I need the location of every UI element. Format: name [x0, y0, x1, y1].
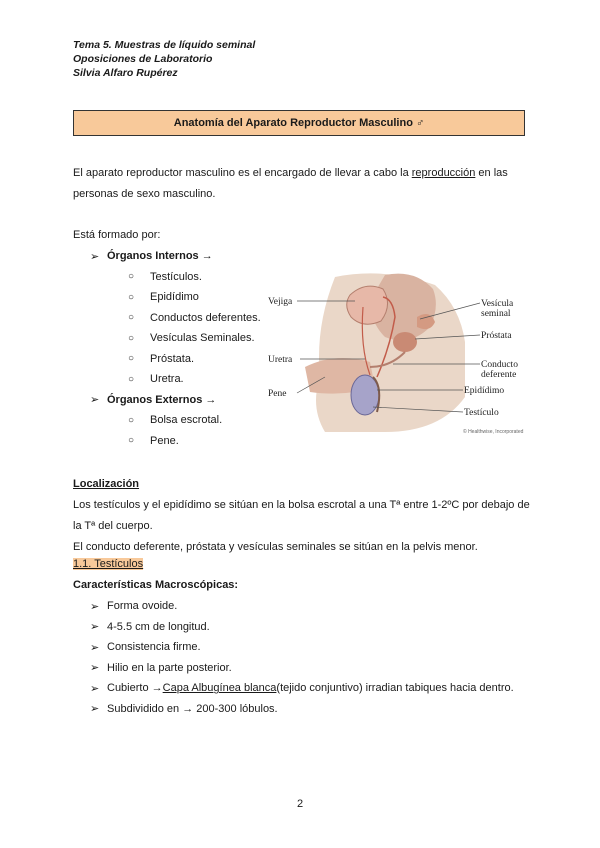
macroscopic-list	[90, 596, 514, 719]
label-conducto	[481, 360, 520, 380]
circle-bullet-icon: ○	[128, 373, 135, 385]
arrow-bullet-icon: ➢	[90, 600, 100, 613]
arrow-bullet-icon: ➢	[90, 703, 100, 716]
list-item	[90, 596, 514, 617]
header-course: Oposiciones de Laboratorio	[73, 53, 213, 65]
list-item	[90, 287, 261, 308]
label-vesicula-line1: Vesícula	[481, 299, 514, 309]
label-testiculo: Testículo	[464, 408, 499, 418]
intro-text: El aparato reproductor masculino es el encargado de llevar a cabo la	[73, 167, 412, 179]
header-author: Silvia Alfaro Rupérez	[73, 67, 178, 79]
list-item-text: Consistencia firme.	[107, 641, 201, 654]
testicle-shape	[351, 375, 379, 415]
capa-albuginea-link[interactable]: Capa Albugínea blanca	[162, 682, 277, 695]
list-item	[90, 328, 261, 349]
prostate-shape	[393, 332, 417, 352]
localizacion-section	[73, 474, 533, 558]
label-vesicula	[481, 299, 516, 319]
arrow-bullet-icon: ➢	[90, 394, 100, 407]
page-number: 2	[296, 798, 304, 810]
document-header	[73, 38, 255, 80]
list-item-text: Testículos.	[150, 270, 202, 283]
internal-organs-label: Órganos Internos →	[107, 250, 213, 263]
list-item-text: Epidídimo	[150, 291, 199, 304]
list-item-text: Próstata.	[150, 352, 195, 365]
male-reproductive-anatomy-figure	[265, 267, 530, 439]
list-item-text: Pene.	[150, 434, 179, 447]
localizacion-paragraph-1: Los testículos y el epidídimo se sitúan en la bolsa escrotal a una Tª entre 1-2ºC por debajo de la Tª del cuerpo.	[73, 499, 530, 532]
circle-bullet-icon: ○	[128, 312, 135, 324]
list-item	[90, 658, 514, 679]
list-item	[90, 617, 514, 638]
list-item-text: Uretra.	[150, 373, 184, 386]
list-item-text-end: (tejido conjuntivo) irradian tabiques hacia dentro.	[276, 682, 514, 695]
macroscopic-heading: Características Macroscópicas:	[73, 579, 239, 591]
list-item	[90, 349, 261, 370]
list-item-text: 4-5.5 cm de longitud.	[107, 620, 210, 633]
label-vesicula-line2: seminal	[481, 309, 511, 319]
circle-bullet-icon: ○	[128, 271, 135, 283]
list-item-text: Vesículas Seminales.	[150, 332, 255, 345]
list-item	[90, 308, 261, 329]
list-item	[90, 637, 514, 658]
figure-credit: © Healthwise, Incorporated	[463, 429, 524, 435]
list-item	[90, 431, 261, 452]
label-epididimo: Epidídimo	[464, 386, 505, 396]
circle-bullet-icon: ○	[128, 414, 135, 426]
section-title-box	[73, 110, 525, 136]
testiculos-heading-row	[73, 554, 533, 575]
intro-text-end: en las personas de sexo masculino.	[73, 167, 508, 200]
arrow-bullet-icon: ➢	[90, 621, 100, 634]
arrow-bullet-icon: ➢	[90, 250, 100, 263]
localizacion-paragraph-2: El conducto deferente, próstata y vesículas seminales se sitúan en la pelvis menor.	[73, 541, 478, 553]
label-conducto-line2: deferente	[481, 370, 517, 380]
external-organs-label: Órganos Externos →	[107, 393, 217, 406]
organs-list	[90, 246, 261, 451]
label-prostata: Próstata	[481, 331, 512, 341]
localizacion-heading: Localización	[73, 478, 140, 490]
internal-organs-heading	[90, 246, 261, 267]
circle-bullet-icon: ○	[128, 435, 135, 447]
circle-bullet-icon: ○	[128, 332, 135, 344]
list-item-text: Conductos deferentes.	[150, 311, 261, 324]
formed-by-label: Está formado por:	[73, 229, 161, 241]
label-pene: Pene	[268, 389, 287, 399]
list-item	[90, 267, 261, 288]
list-item-text: Subdividido en → 200-300 lóbulos.	[107, 702, 278, 715]
label-uretra: Uretra	[268, 355, 293, 365]
label-conducto-line1: Conducto	[481, 360, 518, 370]
label-vejiga: Vejiga	[268, 297, 293, 307]
section-title: Anatomía del Aparato Reproductor Masculino ♂	[173, 117, 425, 129]
intro-paragraph	[73, 163, 533, 205]
list-item-text: Forma ovoide.	[107, 600, 178, 613]
arrow-bullet-icon: ➢	[90, 682, 100, 695]
arrow-bullet-icon: ➢	[90, 662, 100, 675]
header-topic: Tema 5. Muestras de líquido seminal	[73, 39, 256, 51]
circle-bullet-icon: ○	[128, 291, 135, 303]
list-item-text: Bolsa escrotal.	[150, 414, 223, 427]
list-item-text: Cubierto →	[107, 682, 163, 695]
list-item-text: Hilio en la parte posterior.	[107, 661, 232, 674]
list-item	[90, 699, 514, 720]
circle-bullet-icon: ○	[128, 353, 135, 365]
testiculos-heading: 1.1. Testículos	[73, 558, 144, 570]
external-organs-heading	[90, 390, 261, 411]
testiculos-section	[73, 554, 533, 596]
list-item	[90, 410, 261, 431]
list-item	[90, 369, 261, 390]
list-item	[90, 678, 514, 699]
reproduccion-link[interactable]: reproducción	[411, 167, 476, 179]
arrow-bullet-icon: ➢	[90, 641, 100, 654]
